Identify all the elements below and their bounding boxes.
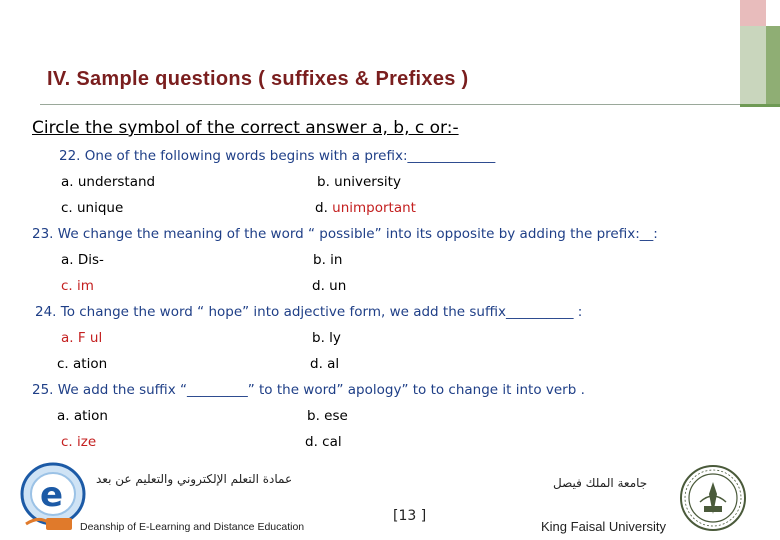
question-23: 23. We change the meaning of the word “ possible” into its opposite by adding the prefix:__:	[32, 226, 658, 242]
question-25: 25. We add the suffix “_________” to the word” apology” to to change it into verb .	[32, 382, 585, 398]
decorative-strip	[766, 26, 780, 106]
option-25-c[interactable]: c. ize	[61, 434, 97, 450]
footer-university-english: King Faisal University	[541, 519, 666, 534]
option-23-c[interactable]: c. im	[61, 278, 94, 294]
page-number: [13 ]	[393, 508, 427, 524]
page-title: IV. Sample questions ( suffixes & Prefixes )	[47, 68, 469, 90]
svg-text:e: e	[40, 475, 64, 515]
option-25-a[interactable]: a. ation	[57, 408, 108, 424]
option-24-d[interactable]: d. al	[310, 356, 340, 372]
footer-university-arabic: جامعة الملك فيصل	[553, 476, 648, 490]
title-divider	[40, 104, 740, 105]
option-24-a[interactable]: a. F ul	[61, 330, 103, 346]
instruction-text: Circle the symbol of the correct answer a, b, c or:-	[32, 118, 459, 138]
option-23-d[interactable]: d. un	[312, 278, 347, 294]
option-24-b[interactable]: b. ly	[312, 330, 341, 346]
option-24-c[interactable]: c. ation	[57, 356, 108, 372]
option-25-d[interactable]: d. cal	[305, 434, 342, 450]
option-22-c[interactable]: c. unique	[61, 200, 124, 216]
option-23-b[interactable]: b. in	[313, 252, 343, 268]
decorative-block-green	[740, 26, 766, 106]
option-22-d-answer: unimportant	[332, 200, 416, 216]
option-25-b[interactable]: b. ese	[307, 408, 348, 424]
option-23-a[interactable]: a. Dis-	[61, 252, 104, 268]
option-22-d[interactable]: d. unimportant	[315, 200, 416, 216]
footer-deanship-english: Deanship of E-Learning and Distance Education	[80, 521, 305, 533]
e-learning-logo-icon	[18, 458, 88, 534]
decorative-block-pink	[740, 0, 766, 26]
title-divider-accent	[740, 104, 780, 107]
option-22-a[interactable]: a. understand	[61, 174, 156, 190]
question-24: 24. To change the word “ hope” into adjective form, we add the suffix__________ :	[35, 304, 583, 320]
question-22: 22. One of the following words begins with a prefix:_____________	[59, 148, 496, 164]
university-seal-icon	[678, 462, 748, 534]
option-22-b[interactable]: b. university	[317, 174, 401, 190]
footer-deanship-arabic: عمادة التعلم الإلكتروني والتعليم عن بعد	[96, 472, 293, 486]
